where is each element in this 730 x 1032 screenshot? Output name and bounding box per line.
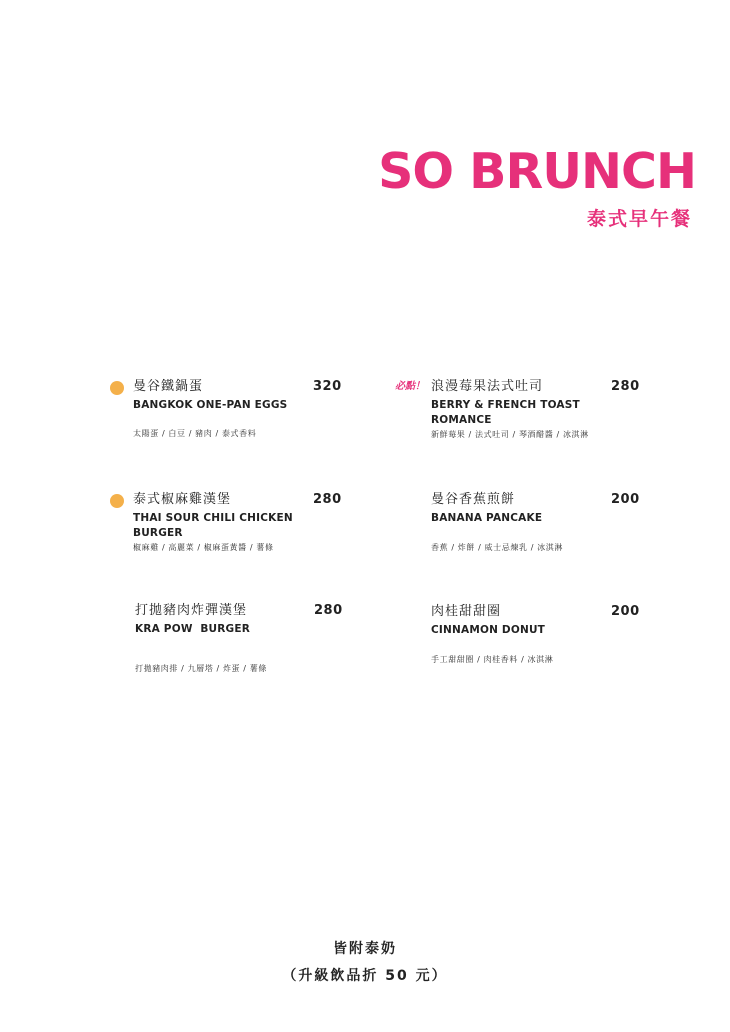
recommended-dot-icon	[110, 381, 124, 395]
item-english-name: KRA POW BURGER	[135, 623, 251, 635]
item-english-name: BERRY & FRENCH TOAST ROMANCE	[431, 399, 580, 426]
item-name: 泰式椒麻雞漢堡	[133, 492, 232, 507]
item-english-name: CINNAMON DONUT	[431, 624, 546, 636]
item-price: 280	[314, 603, 343, 618]
menu-title: SO BRUNCH	[378, 143, 696, 200]
item-description: 新鮮莓果 / 法式吐司 / 琴酒醋醬 / 冰淇淋	[431, 430, 589, 439]
item-price: 280	[313, 492, 342, 507]
item-description: 打拋豬肉排 / 九層塔 / 炸蛋 / 薯條	[135, 664, 267, 673]
item-description: 香蕉 / 炸餅 / 威士忌煉乳 / 冰淇淋	[431, 543, 563, 552]
menu-header	[378, 142, 696, 231]
item-description: 手工甜甜圈 / 肉桂香料 / 冰淇淋	[431, 655, 554, 664]
footer-note: 皆附泰奶	[333, 941, 397, 957]
menu-subtitle: 泰式早午餐	[586, 208, 692, 230]
item-name: 浪漫莓果法式吐司	[431, 379, 544, 394]
item-price: 200	[611, 604, 640, 619]
item-price: 280	[611, 379, 640, 394]
item-description: 椒麻雞 / 高麗菜 / 椒麻蛋黃醬 / 薯條	[133, 543, 274, 552]
footer-upgrade-note: （升級飲品折 50 元）	[282, 968, 448, 984]
item-name: 肉桂甜甜圈	[431, 604, 502, 619]
must-try-badge: 必點！	[395, 381, 425, 392]
item-description: 太陽蛋 / 白豆 / 豬肉 / 泰式香料	[133, 429, 257, 438]
menu-footer	[0, 940, 730, 985]
recommended-dot-icon	[110, 494, 124, 508]
item-price: 320	[313, 379, 342, 394]
item-english-name: BANGKOK ONE-PAN EGGS	[133, 399, 288, 411]
item-price: 200	[611, 492, 640, 507]
item-name: 打拋豬肉炸彈漢堡	[135, 603, 248, 618]
item-english-name: BANANA PANCAKE	[431, 512, 543, 524]
item-name: 曼谷香蕉煎餅	[431, 492, 516, 507]
item-english-name: THAI SOUR CHILI CHICKEN BURGER	[133, 512, 293, 539]
item-name: 曼谷鐵鍋蛋	[133, 379, 204, 394]
